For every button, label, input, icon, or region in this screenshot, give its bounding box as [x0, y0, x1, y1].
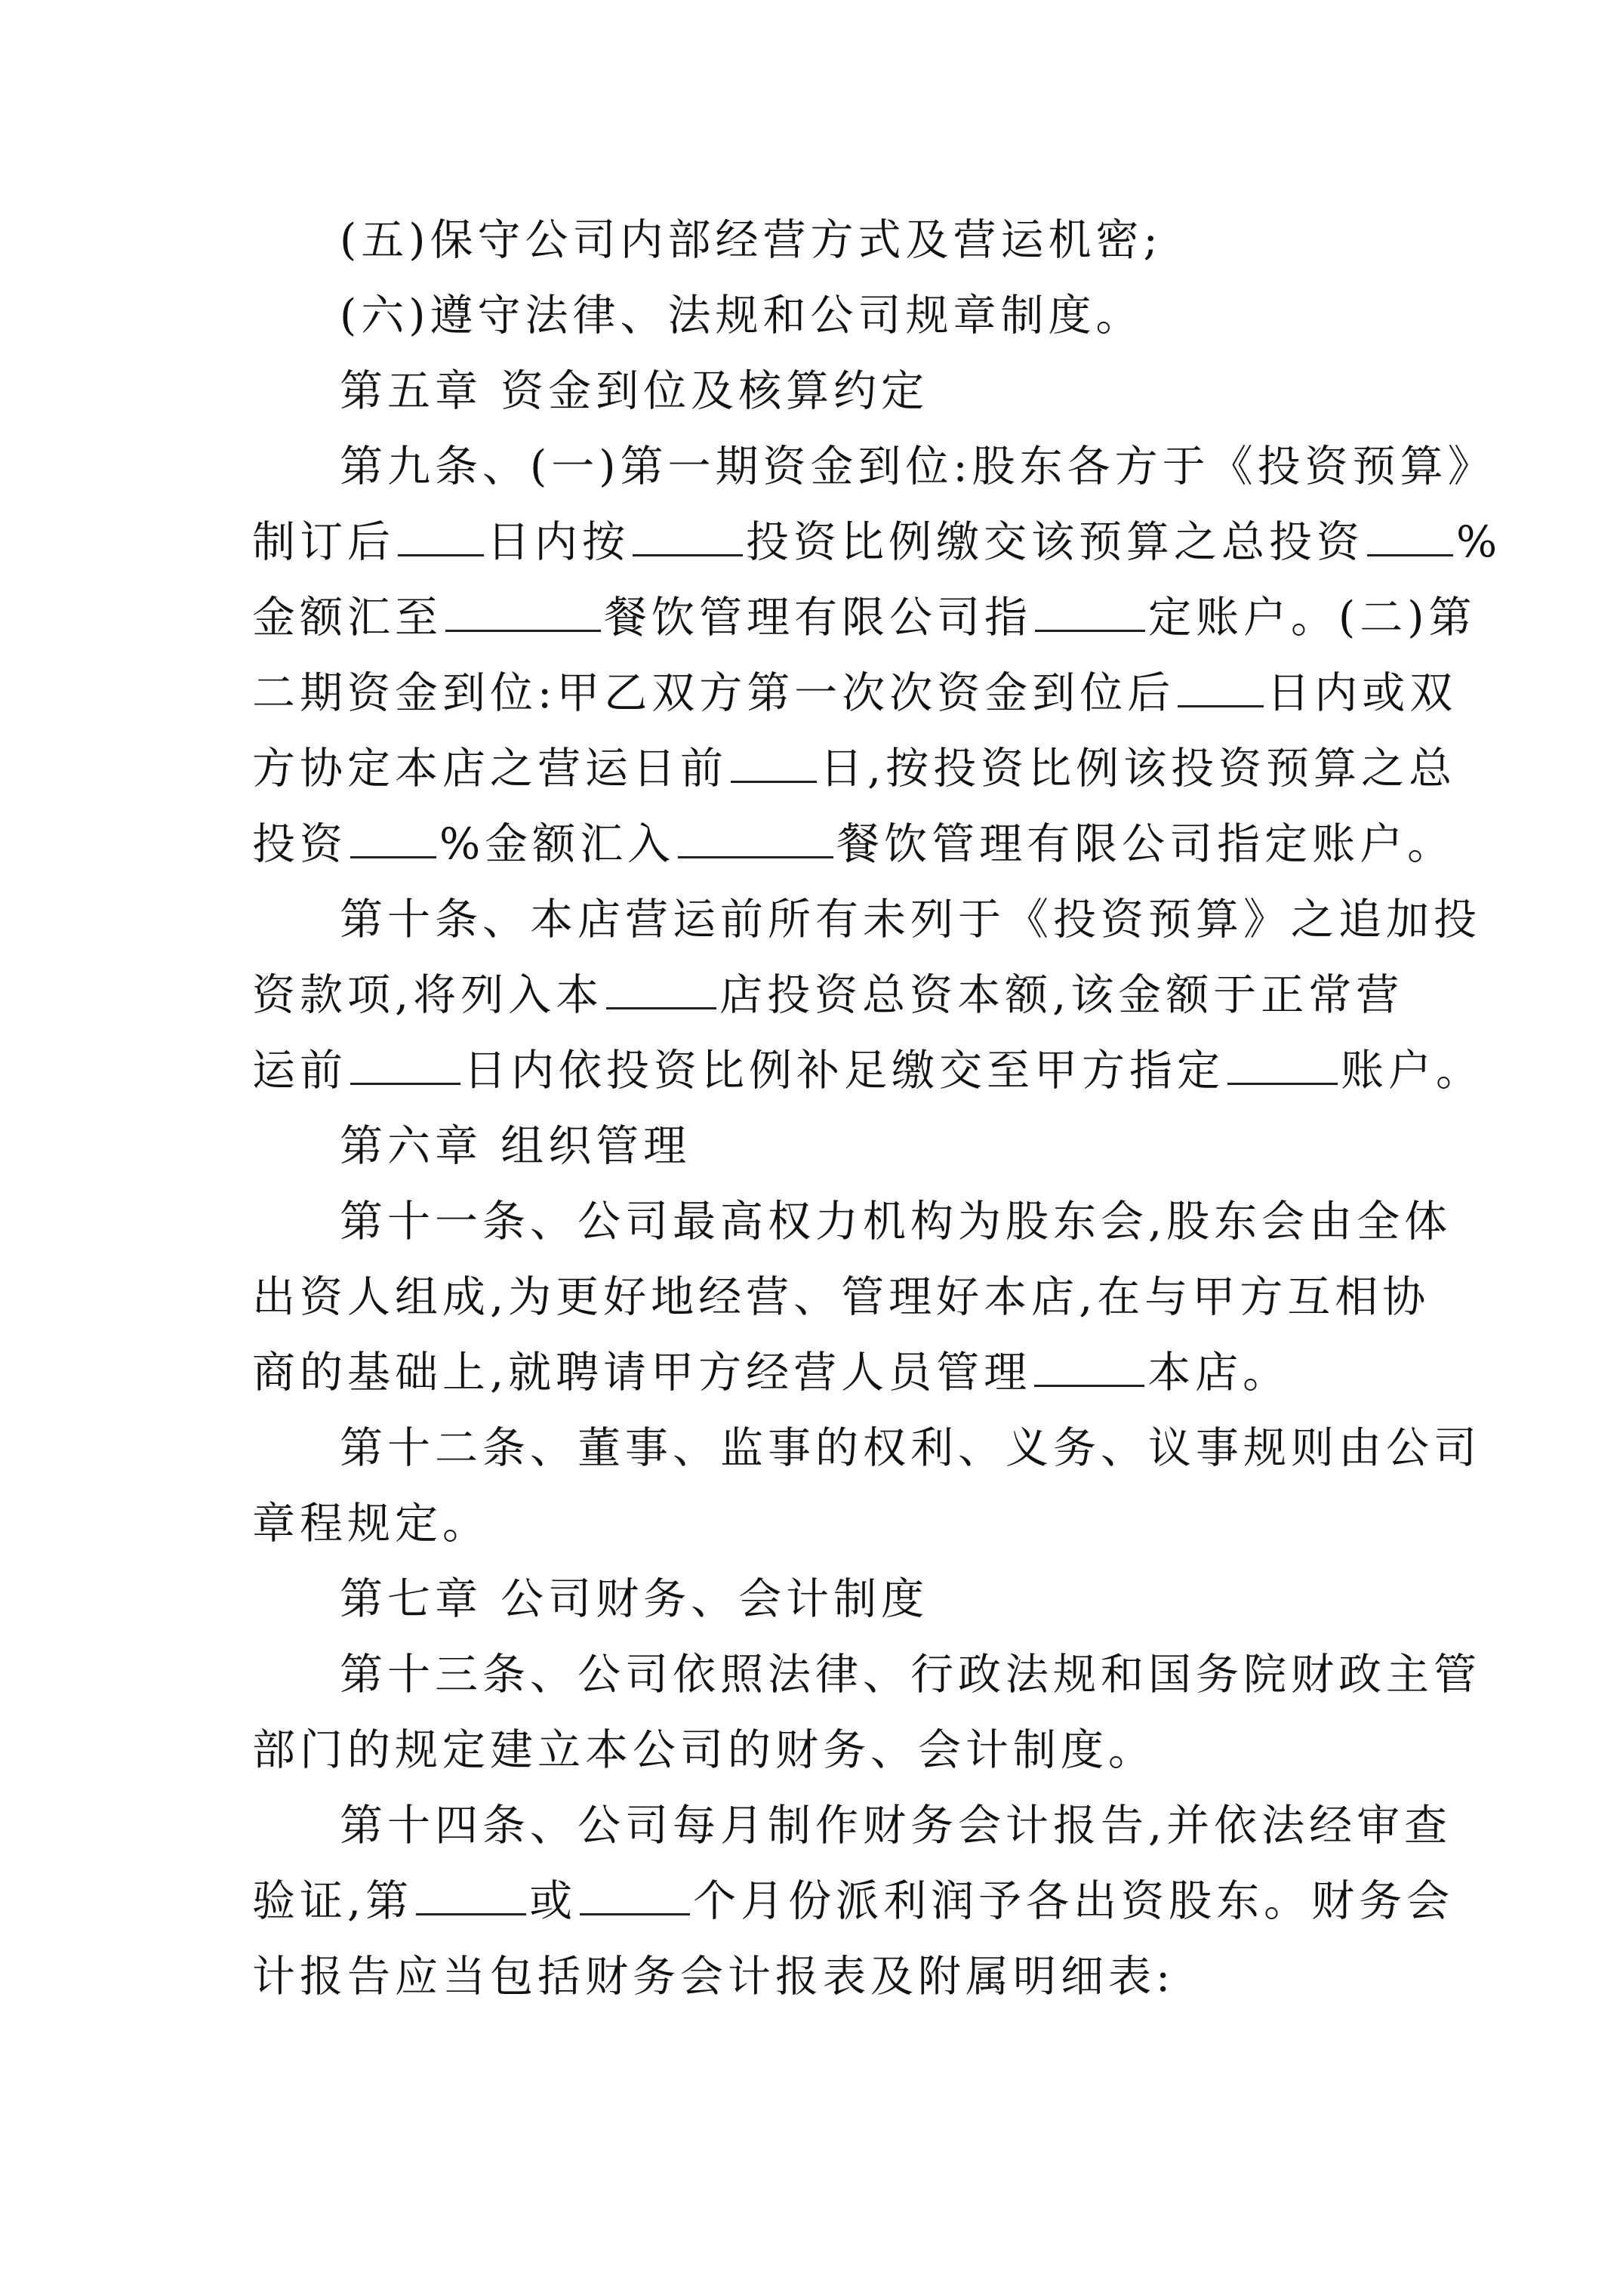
fill-blank [731, 741, 817, 783]
fill-blank [633, 515, 743, 556]
article-9-line-2 [252, 504, 1502, 580]
text-segment: 投资 [252, 819, 347, 869]
text-segment: 资款项,将列入本 [252, 970, 604, 1020]
text-segment: 餐饮管理有限公司指定账户。 [836, 819, 1455, 869]
fill-blank [1034, 1345, 1144, 1387]
fill-blank [445, 590, 601, 632]
chapter-7-heading: 第七章 公司财务、会计制度 [340, 1574, 929, 1624]
article-10-line-1: 第十条、本店营运前所有未列于《投资预算》之追加投 [340, 895, 1481, 945]
clause-item-5: (五)保守公司内部经营方式及营运机密; [340, 215, 1163, 265]
chapter-6-heading: 第六章 组织管理 [340, 1121, 691, 1171]
article-9-line-4 [252, 655, 1458, 731]
text-segment: 日内按 [487, 517, 630, 567]
text-segment: 日内或双 [1267, 668, 1458, 718]
text-segment: 店投资总资本额,该金额于正常营 [719, 970, 1404, 1020]
article-13-line-1: 第十三条、公司依照法律、行政法规和国务院财政主管 [340, 1650, 1481, 1700]
text-segment: 定账户。(二)第 [1148, 593, 1477, 643]
article-9-line-3 [252, 580, 1477, 655]
fill-blank [1178, 666, 1264, 707]
text-segment: 方协定本店之营运日前 [252, 744, 728, 794]
article-14-line-3: 计报告应当包括财务会计报表及附属明细表: [252, 1952, 1175, 2002]
fill-blank [416, 1874, 526, 1915]
text-segment: 制订后 [252, 517, 395, 567]
text-segment: 二期资金到位:甲乙双方第一次次资金到位后 [252, 668, 1175, 718]
article-10-line-3 [252, 1033, 1483, 1108]
fill-blank [350, 1043, 460, 1085]
text-segment: 运前 [252, 1046, 347, 1096]
article-12-line-1: 第十二条、董事、监事的权利、义务、议事规则由公司 [340, 1423, 1481, 1473]
fill-blank [1035, 590, 1145, 632]
document-body [252, 202, 1502, 2014]
article-10-line-2 [252, 957, 1404, 1033]
text-segment: 本店。 [1147, 1348, 1291, 1398]
text-segment: % [1456, 517, 1502, 567]
text-segment: 金额汇至 [252, 593, 442, 643]
text-segment: 账户。 [1341, 1046, 1483, 1096]
article-12-line-2: 章程规定。 [252, 1499, 490, 1549]
article-13-line-2: 部门的规定建立本公司的财务、会计制度。 [252, 1725, 1156, 1775]
article-9-line-6 [252, 806, 1455, 882]
article-11-line-2: 出资人组成,为更好地经营、管理好本店,在与甲方互相协 [252, 1272, 1431, 1322]
fill-blank [1227, 1043, 1338, 1085]
fill-blank [350, 817, 436, 858]
article-14-line-2 [252, 1863, 1455, 1939]
text-segment: 或 [529, 1876, 577, 1926]
fill-blank [398, 515, 484, 556]
text-segment: 餐饮管理有限公司指 [604, 593, 1032, 643]
text-segment: 投资比例缴交该预算之总投资 [746, 517, 1364, 567]
text-segment: 商的基础上,就聘请甲方经营人员管理 [252, 1348, 1032, 1398]
article-11-line-3 [252, 1335, 1384, 1410]
fill-blank [580, 1874, 690, 1915]
article-14-line-1: 第十四条、公司每月制作财务会计报告,并依法经审查 [340, 1801, 1452, 1851]
text-segment: 日,按投资比例该投资预算之总 [820, 744, 1457, 794]
article-9-line-5 [252, 731, 1457, 806]
text-segment: 验证,第 [252, 1876, 414, 1926]
text-segment: 日内依投资比例补足缴交至甲方指定 [463, 1046, 1224, 1096]
fill-blank [1367, 515, 1453, 556]
article-9-line-1: 第九条、(一)第一期资金到位:股东各方于《投资预算》 [340, 442, 1495, 492]
clause-item-6: (六)遵守法律、法规和公司规章制度。 [340, 291, 1144, 341]
fill-blank [606, 968, 716, 1009]
chapter-5-heading: 第五章 资金到位及核算约定 [340, 366, 929, 416]
article-11-line-1: 第十一条、公司最高权力机构为股东会,股东会由全体 [340, 1197, 1452, 1247]
fill-blank [678, 817, 833, 858]
text-segment: 个月份派利润予各出资股东。财务会 [693, 1876, 1455, 1926]
text-segment: %金额汇入 [439, 819, 676, 869]
